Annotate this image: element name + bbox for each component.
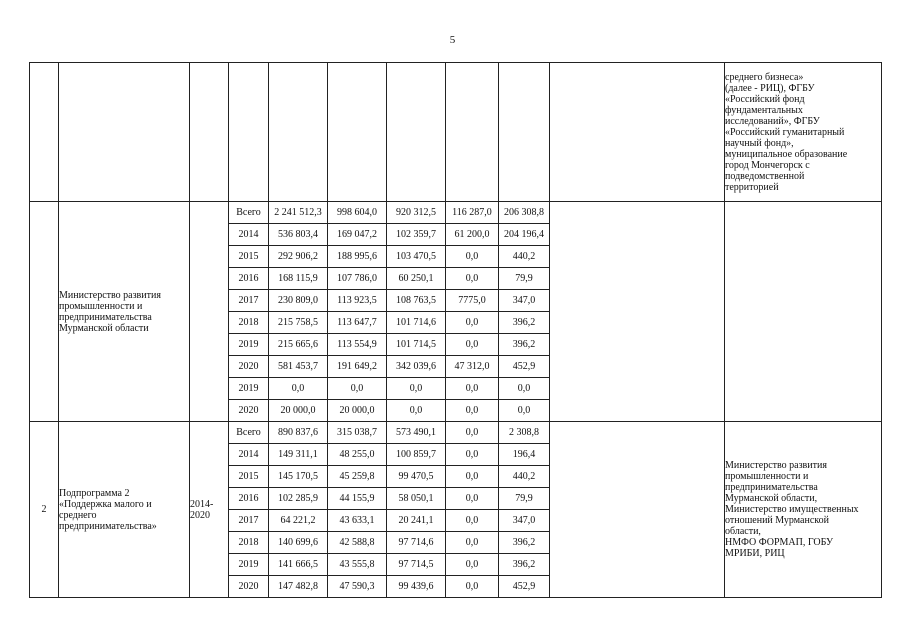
value-cell-c5: 0,0 [499,378,550,400]
value-cell-c3: 99 439,6 [387,576,446,598]
value-cell-c3: 103 470,5 [387,246,446,268]
year-cell: 2020 [229,400,269,422]
page-number: 5 [449,34,456,46]
value-cell-c1: 141 666,5 [269,554,328,576]
value-cell-c1: 536 803,4 [269,224,328,246]
cell-c2 [328,63,387,202]
value-cell-c3: 573 490,1 [387,422,446,444]
cell-name [59,63,190,202]
value-cell-c3: 100 859,7 [387,444,446,466]
value-cell-c1: 215 665,6 [269,334,328,356]
value-cell-c5: 206 308,8 [499,202,550,224]
value-cell-c1: 145 170,5 [269,466,328,488]
subprogram-executors-line: промышленности и [725,471,809,482]
ministry-name [59,290,189,334]
value-cell-c2: 42 588,8 [328,532,387,554]
subprogram-executors-line: Мурманской области, [725,493,818,504]
value-cell-c5: 452,9 [499,356,550,378]
value-cell-c3: 58 050,1 [387,488,446,510]
executor-line: исследований», ФГБУ [725,115,820,127]
year-cell: 2016 [229,268,269,290]
ministry-period-cell [190,202,229,422]
ministry-name-line: Министерство развития [59,289,161,301]
value-cell-c1: 581 453,7 [269,356,328,378]
value-cell-c5: 79,9 [499,268,550,290]
value-cell-c5: 396,2 [499,312,550,334]
value-cell-c5: 396,2 [499,334,550,356]
ministry-name-cell [59,202,190,422]
value-cell-c4: 61 200,0 [446,224,499,246]
subprogram-executors-line: МРИБИ, РИЦ [725,548,785,559]
value-cell-c1: 168 115,9 [269,268,328,290]
value-cell-c1: 292 906,2 [269,246,328,268]
value-cell-c5: 396,2 [499,532,550,554]
table-body [30,63,882,598]
value-cell-c4: 0,0 [446,400,499,422]
table-row [30,202,882,224]
cell-c4 [446,63,499,202]
cell-c5 [499,63,550,202]
value-cell-c4: 0,0 [446,576,499,598]
value-cell-c1: 2 241 512,3 [269,202,328,224]
value-cell-c2: 44 155,9 [328,488,387,510]
subprogram-period-line: 2020 [190,509,210,521]
year-cell: 2018 [229,532,269,554]
executor-line: научный фонд», [725,137,794,149]
value-cell-c2: 315 038,7 [328,422,387,444]
subprogram-period [190,499,228,521]
executor-line: подведомственной [725,170,805,182]
value-cell-c2: 169 047,2 [328,224,387,246]
value-cell-c4: 0,0 [446,510,499,532]
value-cell-c5: 196,4 [499,444,550,466]
value-cell-c3: 101 714,6 [387,312,446,334]
value-cell-c2: 188 995,6 [328,246,387,268]
value-cell-c4: 0,0 [446,488,499,510]
subprogram-executors-line: области, [725,526,761,537]
year-cell: Всего [229,422,269,444]
subprogram-period-line: 2014- [190,498,214,510]
value-cell-c4: 0,0 [446,422,499,444]
year-cell: 2014 [229,444,269,466]
value-cell-c5: 440,2 [499,466,550,488]
executors-text-first [725,72,881,193]
executor-line: «Российский гуманитарный [725,126,845,138]
value-cell-c1: 140 699,6 [269,532,328,554]
value-cell-c1: 149 311,1 [269,444,328,466]
year-cell: 2015 [229,466,269,488]
value-cell-c4: 0,0 [446,554,499,576]
value-cell-c5: 79,9 [499,488,550,510]
value-cell-c3: 0,0 [387,400,446,422]
value-cell-c3: 99 470,5 [387,466,446,488]
value-cell-c4: 0,0 [446,312,499,334]
subprogram-name-cell [59,422,190,598]
ministry-index-cell [30,202,59,422]
value-cell-c2: 998 604,0 [328,202,387,224]
value-cell-c2: 43 555,8 [328,554,387,576]
value-cell-c2: 191 649,2 [328,356,387,378]
year-cell: 2019 [229,378,269,400]
executor-line: «Российский фонд [725,93,805,105]
executor-line: фундаментальных [725,104,803,116]
value-cell-c4: 0,0 [446,466,499,488]
year-cell: 2019 [229,334,269,356]
value-cell-c4: 7775,0 [446,290,499,312]
value-cell-c2: 47 590,3 [328,576,387,598]
year-cell: 2016 [229,488,269,510]
cell-c3 [387,63,446,202]
value-cell-c2: 20 000,0 [328,400,387,422]
subprogram-executors-line: Министерство развития [725,460,827,471]
subprogram-executors [725,460,881,559]
subprogram-executors-cell [725,422,882,598]
value-cell-c3: 60 250,1 [387,268,446,290]
executor-line: муниципальное образование [725,148,848,160]
value-cell-c4: 0,0 [446,532,499,554]
value-cell-c4: 0,0 [446,268,499,290]
subprogram-name-line: среднего [59,509,97,521]
value-cell-c1: 147 482,8 [269,576,328,598]
value-cell-c1: 890 837,6 [269,422,328,444]
value-cell-c2: 45 259,8 [328,466,387,488]
year-cell: 2014 [229,224,269,246]
subprogram-name-line: предпринимательства» [59,520,157,532]
value-cell-c1: 102 285,9 [269,488,328,510]
value-cell-c2: 43 633,1 [328,510,387,532]
value-cell-c1: 215 758,5 [269,312,328,334]
ministry-name-line: предпринимательства [59,311,152,323]
value-cell-c2: 0,0 [328,378,387,400]
ministry-name-line: промышленности и [59,300,143,312]
value-cell-c2: 107 786,0 [328,268,387,290]
value-cell-c5: 2 308,8 [499,422,550,444]
value-cell-c3: 97 714,5 [387,554,446,576]
subprogram-name-line: «Поддержка малого и [59,498,152,510]
year-cell: 2020 [229,356,269,378]
value-cell-c4: 116 287,0 [446,202,499,224]
value-cell-c5: 440,2 [499,246,550,268]
executor-line: территорией [725,181,779,193]
value-cell-c5: 396,2 [499,554,550,576]
executors-cell-first [725,63,882,202]
subprogram-name [59,488,189,532]
value-cell-c1: 20 000,0 [269,400,328,422]
value-cell-c3: 97 714,6 [387,532,446,554]
value-cell-c4: 0,0 [446,334,499,356]
executor-line: (далее - РИЦ), ФГБУ [725,82,815,94]
executor-line: среднего бизнеса» [725,71,804,83]
value-cell-c1: 64 221,2 [269,510,328,532]
ministry-executors-cell [725,202,882,422]
year-cell: 2017 [229,290,269,312]
value-cell-c3: 342 039,6 [387,356,446,378]
year-cell: Всего [229,202,269,224]
ministry-name-line: Мурманской области [59,322,149,334]
value-cell-c4: 47 312,0 [446,356,499,378]
cell-total [269,63,328,202]
cell-year [229,63,269,202]
subprogram-executors-line: отношений Мурманской [725,515,829,526]
value-cell-c2: 113 647,7 [328,312,387,334]
year-cell: 2017 [229,510,269,532]
cell-goal [550,63,725,202]
value-cell-c2: 113 554,9 [328,334,387,356]
subprogram-executors-line: Министерство имущественных [725,504,859,515]
value-cell-c3: 102 359,7 [387,224,446,246]
year-cell: 2020 [229,576,269,598]
value-cell-c4: 0,0 [446,246,499,268]
value-cell-c4: 0,0 [446,444,499,466]
value-cell-c3: 108 763,5 [387,290,446,312]
value-cell-c5: 347,0 [499,290,550,312]
cell-period [190,63,229,202]
value-cell-c1: 0,0 [269,378,328,400]
subprogram-period-cell [190,422,229,598]
value-cell-c3: 0,0 [387,378,446,400]
subprogram-name-line: Подпрограмма 2 [59,487,130,499]
table-row [30,422,882,444]
value-cell-c5: 347,0 [499,510,550,532]
year-cell: 2019 [229,554,269,576]
year-cell: 2018 [229,312,269,334]
year-cell: 2015 [229,246,269,268]
subprogram-index-cell: 2 [30,422,59,598]
cell-index [30,63,59,202]
value-cell-c5: 452,9 [499,576,550,598]
value-cell-c5: 0,0 [499,400,550,422]
subprogram-goal-cell [550,422,725,598]
value-cell-c3: 20 241,1 [387,510,446,532]
value-cell-c4: 0,0 [446,378,499,400]
value-cell-c3: 920 312,5 [387,202,446,224]
table-row-continuation [30,63,882,202]
value-cell-c2: 113 923,5 [328,290,387,312]
executor-line: город Мончегорск с [725,159,810,171]
subprogram-executors-line: предпринимательства [725,482,818,493]
value-cell-c2: 48 255,0 [328,444,387,466]
value-cell-c5: 204 196,4 [499,224,550,246]
budget-table [29,62,882,598]
value-cell-c1: 230 809,0 [269,290,328,312]
ministry-goal-cell [550,202,725,422]
value-cell-c3: 101 714,5 [387,334,446,356]
subprogram-executors-line: НМФО ФОРМАП, ГОБУ [725,537,834,548]
